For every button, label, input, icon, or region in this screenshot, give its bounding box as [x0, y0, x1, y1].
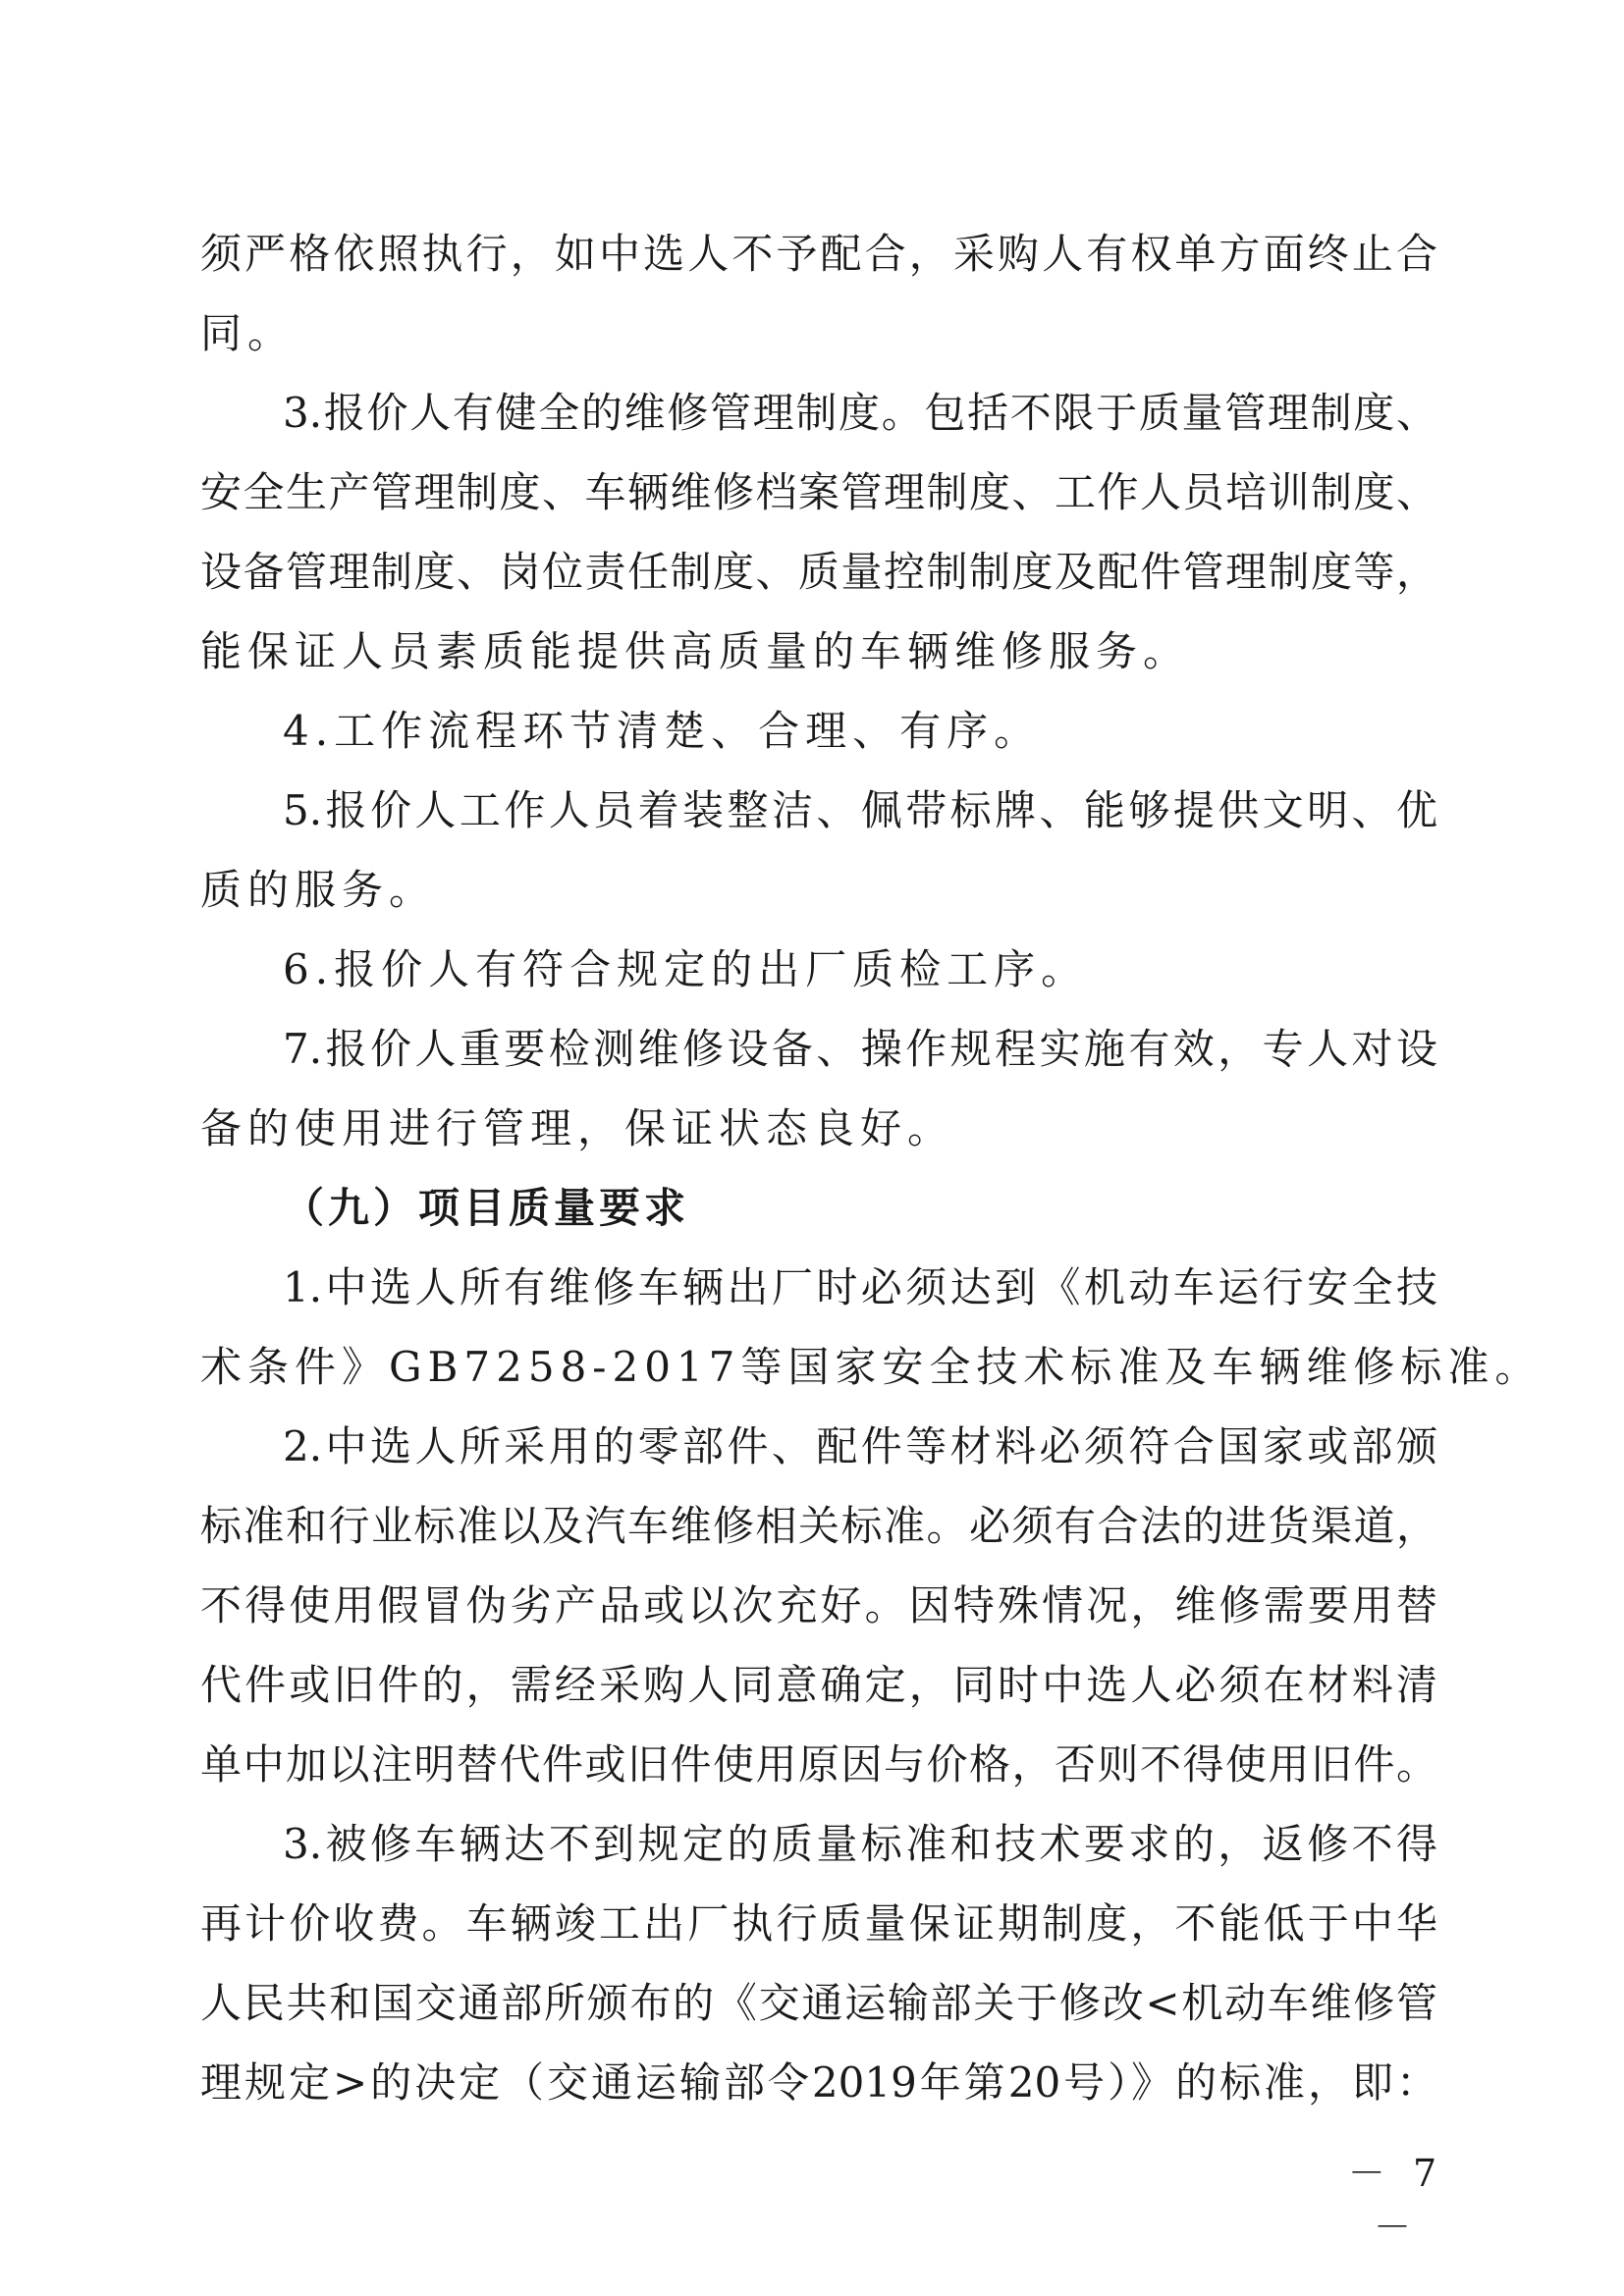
text-line: 代件或旧件的，需经采购人同意确定，同时中选人必须在材料清 [200, 1661, 1437, 1709]
page-number: － 7 － [1347, 2152, 1445, 2249]
paragraph-3-line: 3.报价人有健全的维修管理制度。包括不限于质量管理制度、 [283, 389, 1437, 437]
quality-item-2-line: 2.中选人所采用的零部件、配件等材料必须符合国家或部颁 [283, 1422, 1437, 1470]
text-line: 再计价收费。车辆竣工出厂执行质量保证期制度，不能低于中华 [200, 1899, 1437, 1948]
paragraph-5-line: 5.报价人工作人员着装整洁、佩带标牌、能够提供文明、优 [283, 786, 1437, 834]
text-line: 设备管理制度、岗位责任制度、质量控制制度及配件管理制度等， [200, 548, 1437, 596]
text-line: 质的服务。 [200, 866, 437, 914]
text-line: 备的使用进行管理，保证状态良好。 [200, 1104, 955, 1152]
text-line: 安全生产管理制度、车辆维修档案管理制度、工作人员培训制度、 [200, 468, 1437, 516]
text-line: 标准和行业标准以及汽车维修相关标准。必须有合法的进货渠道， [200, 1502, 1437, 1550]
text-line: 单中加以注明替代件或旧件使用原因与价格，否则不得使用旧件。 [200, 1740, 1437, 1789]
section-heading: （九）项目质量要求 [283, 1184, 690, 1232]
quality-item-1-line: 1.中选人所有维修车辆出厂时必须达到《机动车运行安全技 [283, 1263, 1437, 1311]
text-line: 须严格依照执行，如中选人不予配合，采购人有权单方面终止合 [200, 230, 1437, 278]
paragraph-6-line: 6.报价人有符合规定的出厂质检工序。 [283, 945, 1089, 993]
text-line: 同。 [200, 309, 296, 357]
document-body [200, 214, 1543, 2122]
text-line: 能保证人员素质能提供高质量的车辆维修服务。 [200, 627, 1191, 675]
text-line: 术条件》GB7258-2017等国家安全技术标准及车辆维修标准。 [200, 1343, 1543, 1391]
quality-item-3-line: 3.被修车辆达不到规定的质量标准和技术要求的，返修不得 [283, 1820, 1437, 1868]
text-line: 人民共和国交通部所颁布的《交通运输部关于修改<机动车维修管 [200, 1979, 1437, 2027]
paragraph-4-line: 4.工作流程环节清楚、合理、有序。 [283, 707, 1042, 755]
text-line: 不得使用假冒伪劣产品或以次充好。因特殊情况，维修需要用替 [200, 1581, 1437, 1629]
paragraph-7-line: 7.报价人重要检测维修设备、操作规程实施有效，专人对设 [283, 1025, 1437, 1073]
text-line: 理规定>的决定（交通运输部令2019年第20号）》的标准，即： [200, 2058, 1437, 2107]
